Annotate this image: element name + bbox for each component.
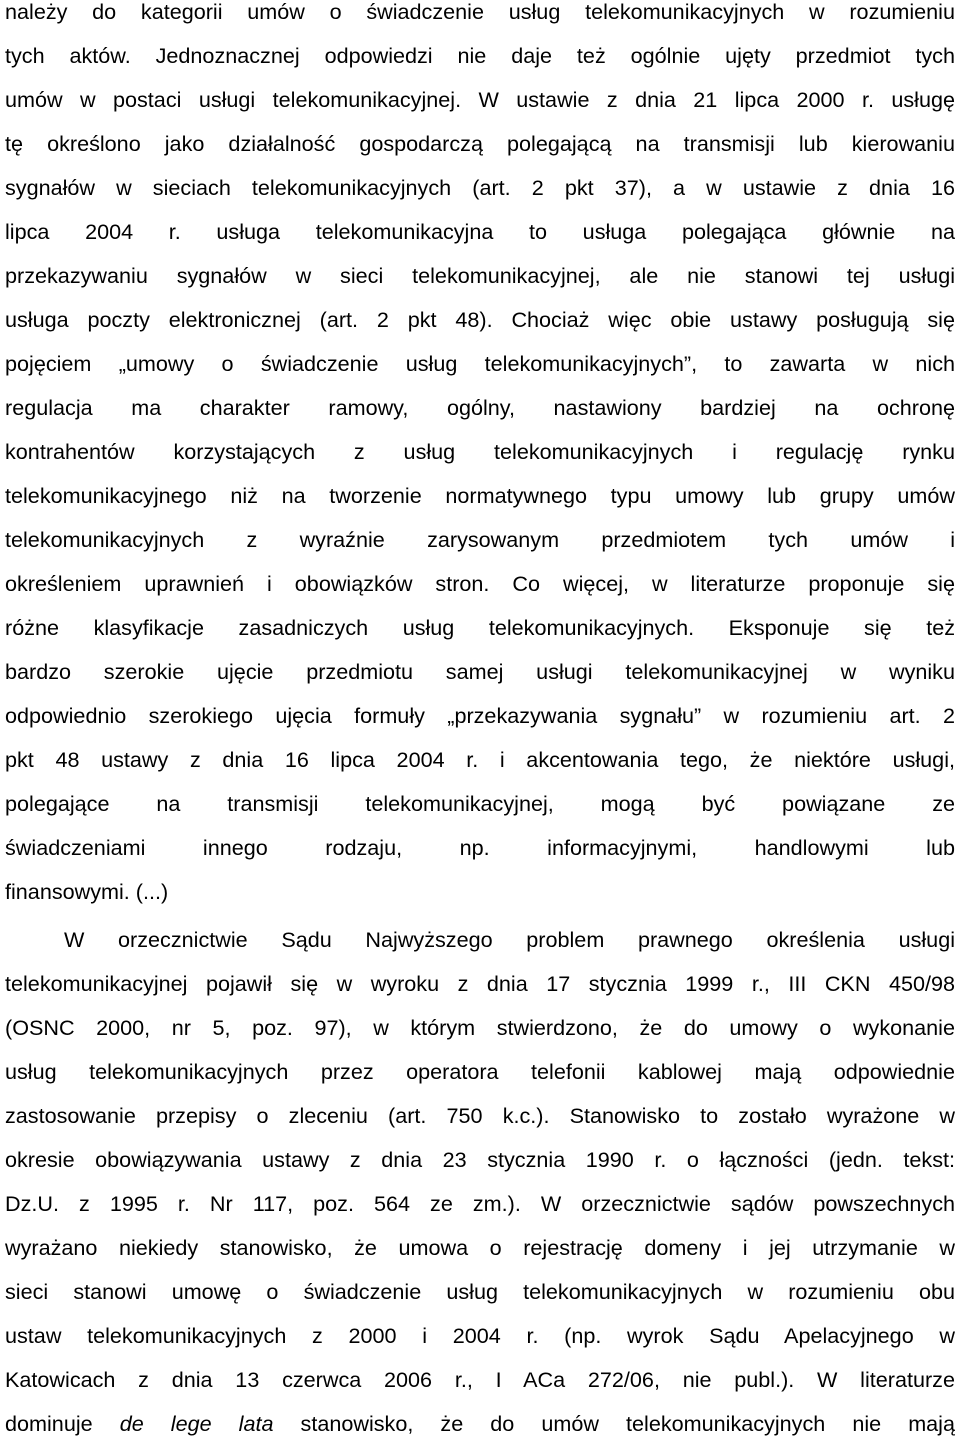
- text-line: Katowicach z dnia 13 czerwca 2006 r., I ACa 272/06, nie publ.). W literaturze: [5, 1367, 955, 1392]
- text-line: (OSNC 2000, nr 5, poz. 97), w którym stwierdzono, że do umowy o wykonanie: [5, 1015, 955, 1040]
- text-line: zastosowanie przepisy o zleceniu (art. 750 k.c.). Stanowisko to zostało wyrażone w: [5, 1103, 955, 1128]
- text-line: okresie obowiązywania ustawy z dnia 23 stycznia 1990 r. o łączności (jedn. tekst:: [5, 1147, 955, 1172]
- text-line: polegające na transmisji telekomunikacyjnej, mogą być powiązane ze: [5, 791, 955, 816]
- latin-phrase: de lege lata: [119, 1411, 274, 1436]
- text-line: wyrażano niekiedy stanowisko, że umowa o rejestrację domeny i jej utrzymanie w: [5, 1235, 955, 1260]
- text-line: określeniem uprawnień i obowiązków stron. Co więcej, w literaturze proponuje się: [5, 571, 955, 596]
- text-run: dominuje: [5, 1411, 93, 1436]
- text-line: telekomunikacyjnych z wyraźnie zarysowanym przedmiotem tych umów i: [5, 527, 955, 552]
- text-run: stanowisko, że do umów telekomunikacyjnych nie mają: [300, 1411, 955, 1436]
- text-line: tę określono jako działalność gospodarczą polegającą na transmisji lub kierowaniu: [5, 131, 955, 156]
- text-line: pojęciem „umowy o świadczenie usług telekomunikacyjnych”, to zawarta w nich: [5, 351, 955, 376]
- text-line-last: [5, 1402, 955, 1440]
- text-line: bardzo szerokie ujęcie przedmiotu samej usługi telekomunikacyjnej w wyniku: [5, 659, 955, 684]
- text-line-paragraph-start: W orzecznictwie Sądu Najwyższego problem prawnego określenia usługi: [64, 927, 955, 952]
- text-line: należy do kategorii umów o świadczenie usług telekomunikacyjnych w rozumieniu: [5, 0, 955, 24]
- text-line: pkt 48 ustawy z dnia 16 lipca 2004 r. i akcentowania tego, że niektóre usługi,: [5, 747, 955, 772]
- text-line: świadczeniami innego rodzaju, np. informacyjnymi, handlowymi lub: [5, 835, 955, 860]
- text-line: telekomunikacyjnego niż na tworzenie normatywnego typu umowy lub grupy umów: [5, 483, 955, 508]
- text-line: telekomunikacyjnej pojawił się w wyroku z dnia 17 stycznia 1999 r., III CKN 450/98: [5, 971, 955, 996]
- text-line: usług telekomunikacyjnych przez operatora telefonii kablowej mają odpowiednie: [5, 1059, 955, 1084]
- text-line: różne klasyfikacje zasadniczych usług telekomunikacyjnych. Eksponuje się też: [5, 615, 955, 640]
- text-line: sieci stanowi umowę o świadczenie usług telekomunikacyjnych w rozumieniu obu: [5, 1279, 955, 1304]
- text-line: lipca 2004 r. usługa telekomunikacyjna to usługa polegająca głównie na: [5, 219, 955, 244]
- text-line: przekazywaniu sygnałów w sieci telekomunikacyjnej, ale nie stanowi tej usługi: [5, 263, 955, 288]
- text-line: ustaw telekomunikacyjnych z 2000 i 2004 r. (np. wyrok Sądu Apelacyjnego w: [5, 1323, 955, 1348]
- text-line: sygnałów w sieciach telekomunikacyjnych (art. 2 pkt 37), a w ustawie z dnia 16: [5, 175, 955, 200]
- text-line: kontrahentów korzystających z usług telekomunikacyjnych i regulację rynku: [5, 439, 955, 464]
- text-line: usługa poczty elektronicznej (art. 2 pkt 48). Chociaż więc obie ustawy posługują się: [5, 307, 955, 332]
- text-line: Dz.U. z 1995 r. Nr 117, poz. 564 ze zm.). W orzecznictwie sądów powszechnych: [5, 1191, 955, 1216]
- text-line: regulacja ma charakter ramowy, ogólny, nastawiony bardziej na ochronę: [5, 395, 955, 420]
- text-line: umów w postaci usługi telekomunikacyjnej. W ustawie z dnia 21 lipca 2000 r. usługę: [5, 87, 955, 112]
- text-line: tych aktów. Jednoznacznej odpowiedzi nie daje też ogólnie ujęty przedmiot tych: [5, 43, 955, 68]
- text-line-paragraph-end: finansowymi. (...): [5, 879, 169, 904]
- text-line: odpowiednio szerokiego ujęcia formuły „przekazywania sygnału” w rozumieniu art. 2: [5, 703, 955, 728]
